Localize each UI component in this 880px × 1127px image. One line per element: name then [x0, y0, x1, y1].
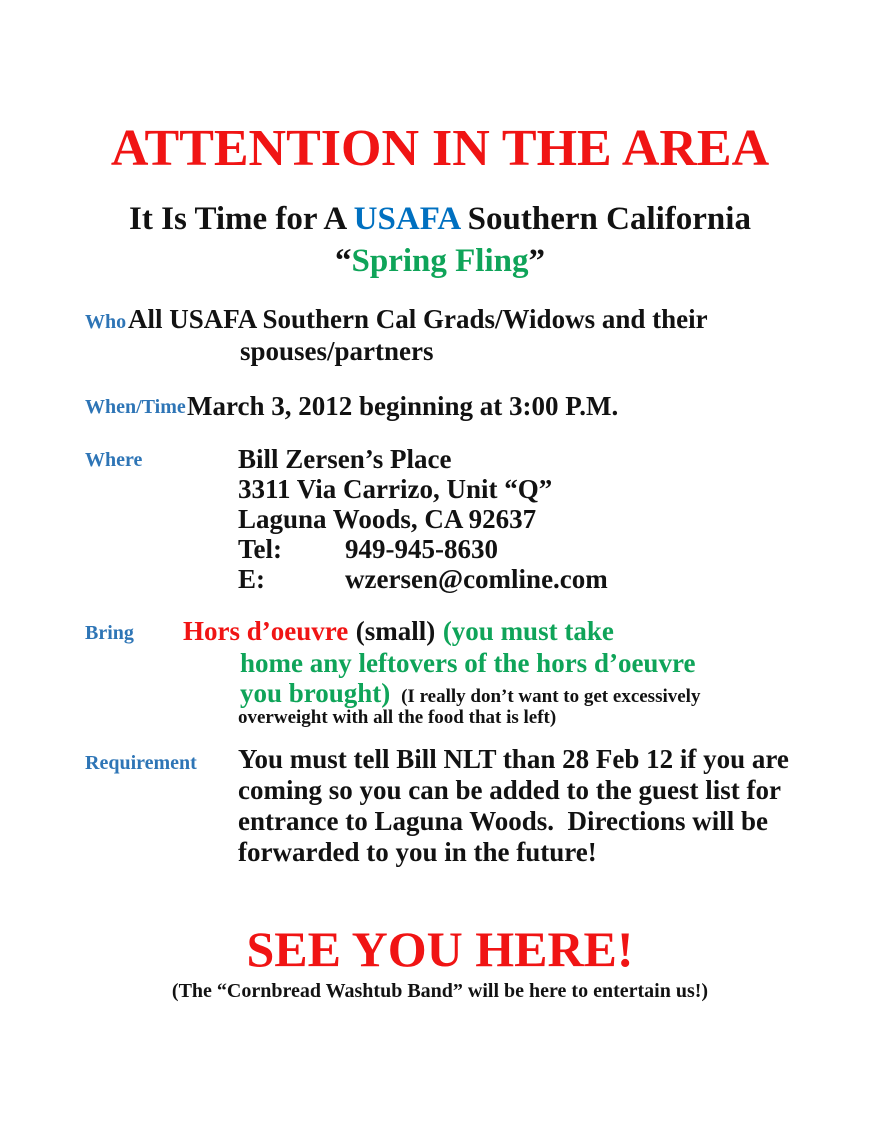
venue-name: Bill Zersen’s Place	[238, 444, 452, 474]
tagline-open-quote: “	[335, 243, 352, 279]
email-key: E:	[238, 564, 265, 594]
closing-headline: SEE YOU HERE!	[246, 921, 634, 977]
telephone-row	[238, 534, 608, 564]
requirement-line: You must tell Bill NLT than 28 Feb 12 if you are	[238, 744, 789, 774]
email-address: wzersen@comline.com	[345, 564, 608, 594]
subtitle-pre-text: It Is Time for A	[129, 201, 354, 237]
tagline-line	[0, 243, 880, 281]
who-label: Who	[85, 311, 127, 333]
bring-green-line1: (you must take	[442, 616, 614, 646]
bring-green-line2: home any leftovers of the hors d’oeuvre	[240, 648, 696, 678]
bring-green-line3: you brought)	[240, 678, 391, 708]
bring-aside-line2: overweight with all the food that is left)	[238, 707, 557, 728]
email-row	[238, 564, 608, 594]
bring-size-note: (small)	[355, 616, 436, 646]
requirement-line: entrance to Laguna Woods. Directions will be	[238, 806, 769, 836]
bring-item: Hors d’oeuvre	[183, 616, 349, 646]
bring-text-line1	[183, 616, 614, 647]
street-address: 3311 Via Carrizo, Unit “Q”	[238, 474, 553, 504]
requirement-text-block	[238, 744, 789, 868]
who-text-line2: spouses/partners	[240, 336, 434, 366]
usafa-highlight: USAFA	[353, 201, 460, 237]
bring-label: Bring	[85, 622, 134, 644]
band-note: (The “Cornbread Washtub Band” will be here to entertain us!)	[171, 980, 709, 1002]
where-label: Where	[85, 449, 143, 471]
subtitle-post-text: Southern California	[459, 201, 751, 237]
tagline-close-quote: ”	[528, 243, 545, 279]
requirement-line: forwarded to you in the future!	[238, 837, 597, 867]
requirement-label: Requirement	[85, 752, 197, 774]
tagline-text: Spring Fling	[351, 243, 529, 279]
bring-aside-line1: (I really don’t want to get excessively	[401, 686, 701, 707]
telephone-number: 949-945-8630	[345, 534, 498, 564]
who-text-line1: All USAFA Southern Cal Grads/Widows and their	[128, 304, 708, 334]
requirement-line: coming so you can be added to the guest list for	[238, 775, 782, 805]
when-time-text: March 3, 2012 beginning at 3:00 P.M.	[187, 391, 619, 421]
city-state-zip: Laguna Woods, CA 92637	[238, 504, 537, 534]
bring-text-line3	[240, 678, 700, 709]
page-title: ATTENTION IN THE AREA	[110, 120, 770, 177]
subtitle-line	[0, 201, 880, 239]
telephone-key: Tel:	[238, 534, 283, 564]
where-address-block	[238, 444, 608, 594]
when-time-label: When/Time	[85, 396, 186, 418]
